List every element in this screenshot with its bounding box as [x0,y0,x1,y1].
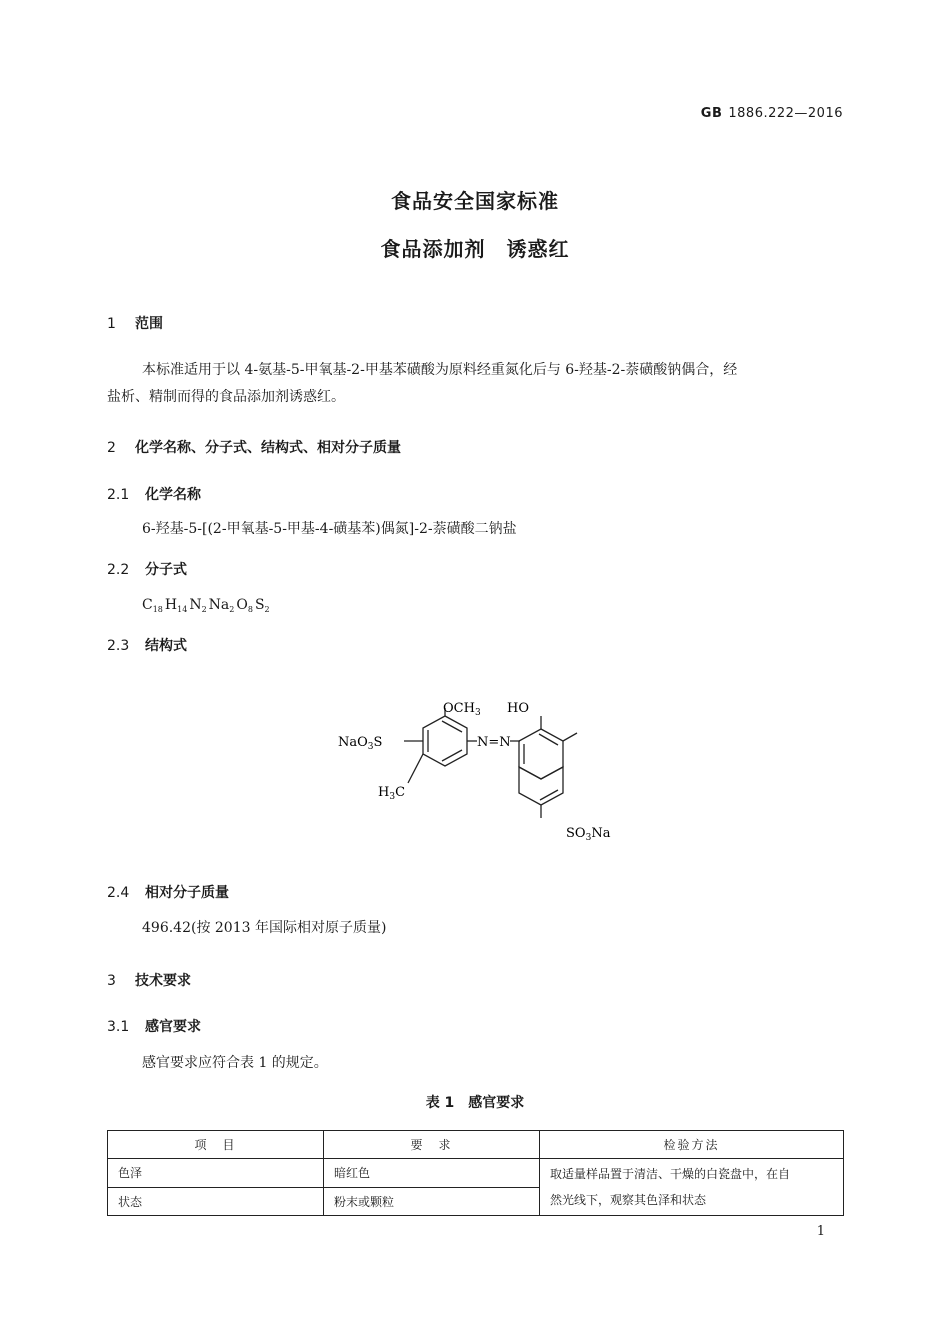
page-number: 1 [816,1224,825,1239]
section-3-heading: 3 技术要求 [107,973,191,989]
so3na-label: $SO_3Na$ [566,826,611,843]
molecular-formula: $C_{18}$ $H_{14}$ $N_2$ $Na_2$ $O_8$ $S_2$ [142,597,270,614]
section-1-line-2: 盐析、精制而得的食品添加剂诱惑红。 [107,389,345,405]
table-row [108,1159,844,1188]
sensory-requirements-table [107,1130,844,1216]
section-3-1-heading: 3.1 感官要求 [107,1019,201,1035]
structural-formula [330,690,630,850]
section-2-4-heading: 2.4 相对分子质量 [107,885,229,901]
table-cell-requirement: 暗红色 [324,1159,540,1188]
main-title: 食品安全国家标准 [391,189,559,213]
table-header-requirement: 要 求 [324,1131,540,1159]
table-cell-item: 状态 [108,1187,324,1216]
section-2-2-heading: 2.2 分子式 [107,562,187,578]
och3-label: $OCH_3$ [443,701,481,718]
table-header-row [108,1131,844,1159]
azo-label: N=N [477,735,511,750]
section-2-3-heading: 2.3 结构式 [107,638,187,654]
standard-code [701,106,843,121]
section-2-1-heading: 2.1 化学名称 [107,487,201,503]
table-caption: 表 1 感官要求 [425,1095,525,1111]
sub-title: 食品添加剂 诱惑红 [380,237,570,261]
ho-label: HO [507,701,529,716]
standard-prefix: GB [700,106,723,121]
section-2-heading: 2 化学名称、分子式、结构式、相对分子质量 [107,440,401,456]
table-header-item: 项 目 [108,1131,324,1159]
h3c-label: $H_3C$ [378,785,406,802]
molecular-mass: 496.42(按 2013 年国际相对原子质量) [142,920,387,936]
table-cell-item: 色泽 [108,1159,324,1188]
section-3-1-text: 感官要求应符合表 1 的规定。 [142,1055,328,1071]
naso3-label: NaO$_3$S [338,735,383,752]
section-1-line-1: 本标准适用于以 4-氨基-5-甲氧基-2-甲基苯磺酸为原料经重氮化后与 6-羟基-2-萘磺酸钠偶合，经 [142,362,738,378]
section-1-heading: 1 范围 [107,316,163,332]
table-cell-requirement: 粉末或颗粒 [324,1187,540,1216]
table-header-method: 检验方法 [540,1131,844,1159]
chemical-name: 6-羟基-5-[(2-甲氧基-5-甲基-4-磺基苯)偶氮]-2-萘磺酸二钠盐 [142,521,517,537]
standard-number: 1886.222—2016 [728,106,843,121]
table-cell-method: 取适量样品置于清洁、干燥的白瓷盘中，在自 然光线下，观察其色泽和状态 [540,1159,844,1216]
